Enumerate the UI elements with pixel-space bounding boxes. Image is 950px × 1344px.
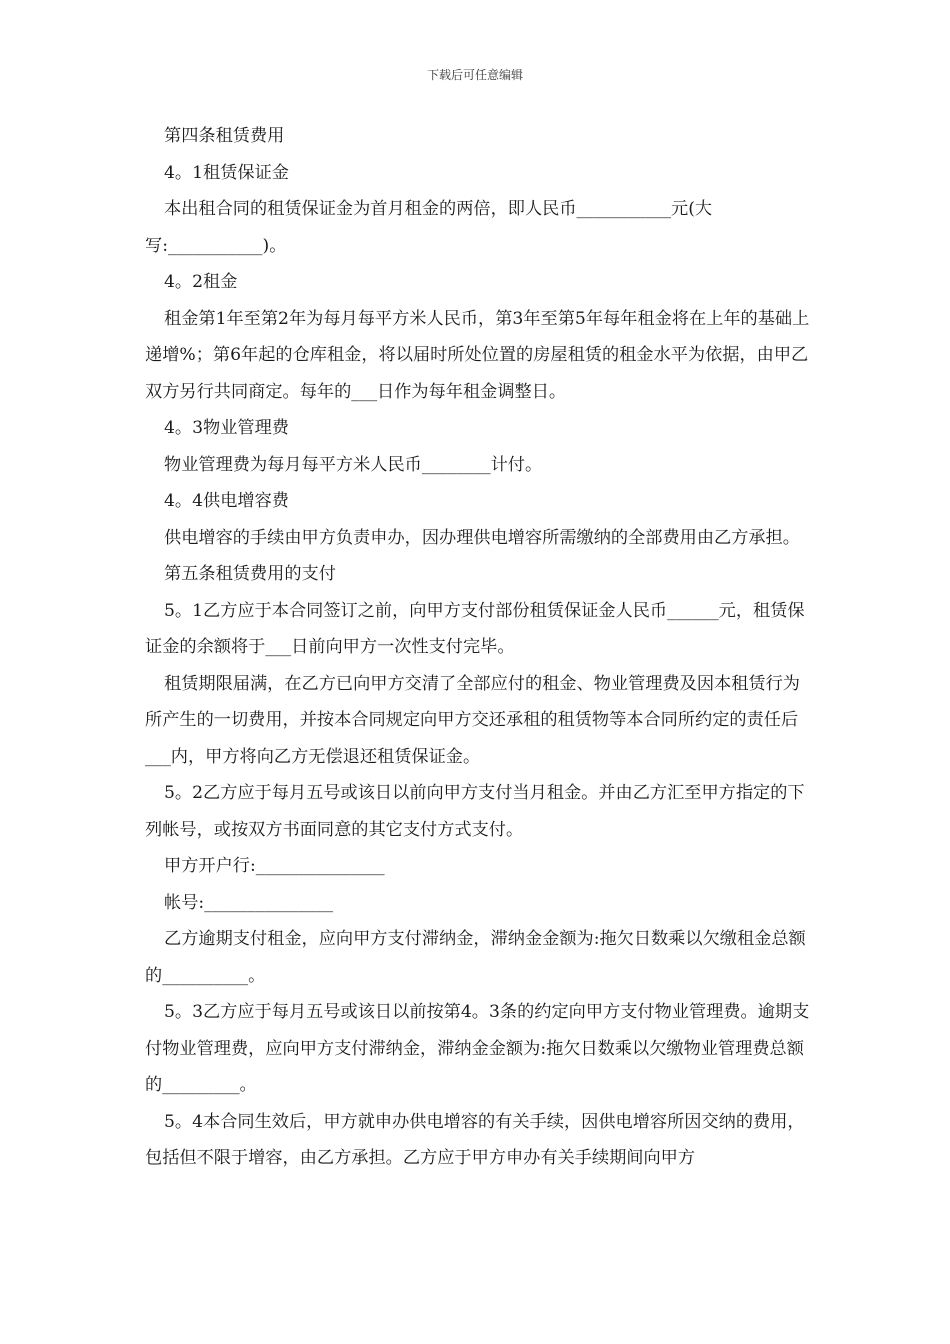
paragraph: 本出租合同的租赁保证金为首月租金的两倍，即人民币___________元(大写:___________)。 [145,199,713,256]
paragraph: 乙方逾期支付租金，应向甲方支付滞纳金，滞纳金金额为:拖欠日数乘以欠缴租金总额的__________。 [145,929,806,986]
paragraph: 5。4本合同生效后，甲方就申办供电增容的有关手续，因供电增容所因交纳的费用，包括但不限于增容，由乙方承担。乙方应于甲方申办有关手续期间向甲方 [145,1111,805,1168]
paragraph: 4。1租赁保证金 [164,162,289,183]
paragraph: 租金第1年至第2年为每月每平方米人民币，第3年至第5年每年租金将在上年的基础上递增%；第6年起的仓库租金，将以届时所处位置的房屋租赁的租金水平为依据，由甲乙双方另行共同商定。每年的___日作为每年租金调整日。 [145,308,810,402]
page-header: 下载后可任意编辑 [426,68,523,82]
paragraph: 甲方开户行:_______________ [164,856,385,876]
paragraph: 帐号:_______________ [164,892,334,913]
document-body [145,118,815,1177]
paragraph: 4。2租金 [164,272,238,292]
paragraph: 5。3乙方应于每月五号或该日以前按第4。3条的约定向甲方支付物业管理费。逾期支付物业管理费，应向甲方支付滞纳金，滞纳金金额为:拖欠日数乘以欠缴物业管理费总额的_________。 [145,1002,810,1095]
paragraph: 4。4供电增容费 [164,491,289,511]
paragraph: 租赁期限届满，在乙方已向甲方交清了全部应付的租金、物业管理费及因本租赁行为所产生的一切费用，并按本合同规定向甲方交还承租的租赁物等本合同所约定的责任后___内，甲方将向乙方无偿退还租赁保证金。 [145,673,800,767]
paragraph: 第四条租赁费用 [164,126,285,146]
paragraph: 5。2乙方应于每月五号或该日以前向甲方支付当月租金。并由乙方汇至甲方指定的下列帐号，或按双方书面同意的其它支付方式支付。 [145,783,805,840]
paragraph: 第五条租赁费用的支付 [164,564,336,584]
paragraph: 物业管理费为每月每平方米人民币________计付。 [164,454,543,475]
paragraph: 供电增容的手续由甲方负责申办，因办理供电增容所需缴纳的全部费用由乙方承担。 [164,527,800,548]
paragraph: 4。3物业管理费 [164,418,289,438]
paragraph: 5。1乙方应于本合同签订之前，向甲方支付部份租赁保证金人民币______元，租赁保证金的余额将于___日前向甲方一次性支付完毕。 [145,600,805,657]
